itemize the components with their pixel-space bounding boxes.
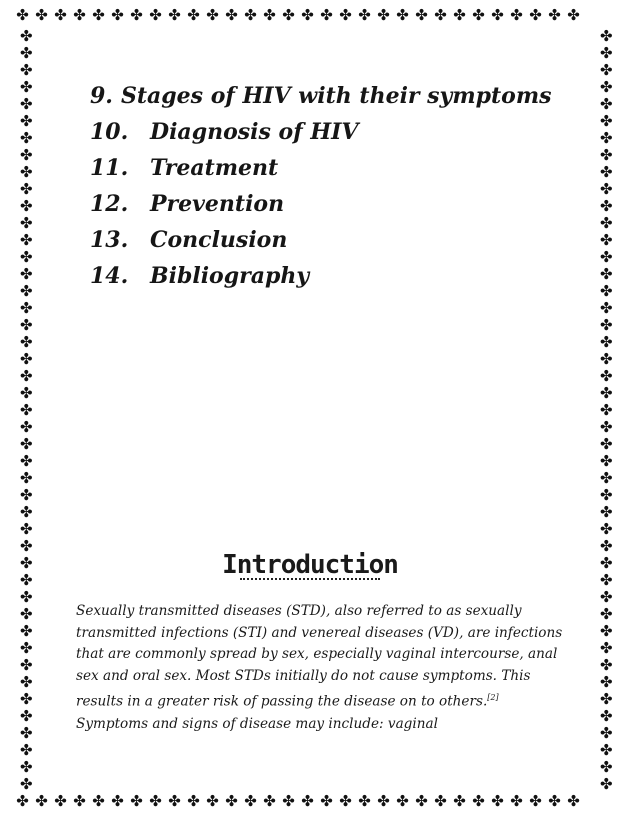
ornamental-border-icon: ✤: [396, 8, 411, 24]
ornamental-border-icon: ✤: [415, 8, 430, 24]
ornamental-border-icon: ✤: [20, 401, 33, 419]
ornamental-border-icon: ✤: [320, 794, 335, 810]
toc-item-number: 11.: [90, 155, 129, 181]
ornamental-border-icon: ✤: [320, 8, 335, 24]
ornamental-border-icon: ✤: [529, 8, 544, 24]
ornamental-border-icon: ✤: [54, 8, 69, 24]
toc-item-number: 9.: [90, 83, 113, 109]
ornamental-border-icon: ✤: [20, 571, 33, 589]
toc-item-number: 14.: [90, 263, 129, 289]
ornamental-border-icon: ✤: [20, 673, 33, 691]
ornamental-border-icon: ✤: [600, 690, 613, 708]
ornamental-border-icon: ✤: [20, 690, 33, 708]
ornamental-border-icon: ✤: [301, 794, 316, 810]
ornamental-border-icon: ✤: [20, 44, 33, 62]
ornamental-border-icon: ✤: [600, 44, 613, 62]
ornamental-border-icon: ✤: [600, 61, 613, 79]
paragraph-text: Sexually transmitted diseases (STD), also referred to as sexually transmitted infections (STI) and venereal diseases (VD), are infections that are commonly spread by sex, especially vaginal intercourse, anal sex and oral sex. Most STDs initially do not cause symptoms. This results in a greater risk of passing the disease on to others.: [76, 603, 563, 710]
ornamental-border-icon: ✤: [225, 794, 240, 810]
ornamental-border-icon: ✤: [600, 401, 613, 419]
introduction-heading: Introduction: [222, 550, 398, 580]
ornamental-border-icon: ✤: [282, 794, 297, 810]
ornamental-border-icon: ✤: [20, 265, 33, 283]
ornamental-border-icon: ✤: [600, 520, 613, 538]
ornamental-border-icon: ✤: [600, 78, 613, 96]
ornamental-border-icon: ✤: [149, 8, 164, 24]
ornamental-border-icon: ✤: [20, 486, 33, 504]
ornamental-border-icon: ✤: [20, 741, 33, 759]
table-of-contents: [90, 78, 570, 294]
toc-item: [90, 78, 570, 114]
ornamental-border-icon: ✤: [600, 741, 613, 759]
ornamental-border-icon: ✤: [600, 554, 613, 572]
toc-item: [90, 186, 570, 222]
ornamental-border-icon: ✤: [20, 197, 33, 215]
ornamental-border-icon: ✤: [600, 486, 613, 504]
ornamental-border-icon: ✤: [20, 520, 33, 538]
ornamental-border-icon: ✤: [20, 180, 33, 198]
ornamental-border-icon: ✤: [491, 8, 506, 24]
ornamental-border-icon: ✤: [35, 794, 50, 810]
ornamental-border-icon: ✤: [510, 794, 525, 810]
ornamental-border-icon: ✤: [20, 639, 33, 657]
ornamental-border-icon: ✤: [600, 95, 613, 113]
ornamental-border-icon: ✤: [20, 537, 33, 555]
ornamental-border-icon: ✤: [600, 350, 613, 368]
ornamental-border-icon: ✤: [20, 588, 33, 606]
ornamental-border-icon: ✤: [434, 794, 449, 810]
ornamental-border-icon: ✤: [600, 435, 613, 453]
ornamental-border-icon: ✤: [20, 214, 33, 232]
toc-item-label: Stages of HIV with their symptoms: [120, 83, 552, 109]
ornamental-border-icon: ✤: [600, 265, 613, 283]
ornamental-border-icon: ✤: [491, 794, 506, 810]
ornamental-border-icon: ✤: [301, 8, 316, 24]
ornamental-border-icon: ✤: [20, 622, 33, 640]
ornamental-border-icon: ✤: [130, 8, 145, 24]
ornamental-border-icon: ✤: [111, 794, 126, 810]
ornamental-border-icon: ✤: [600, 622, 613, 640]
ornamental-border-icon: ✤: [396, 794, 411, 810]
ornamental-border-icon: ✤: [600, 571, 613, 589]
ornamental-border-icon: ✤: [20, 469, 33, 487]
ornamental-border-icon: ✤: [187, 794, 202, 810]
ornamental-border-icon: ✤: [529, 794, 544, 810]
border-left: [20, 28, 40, 794]
ornamental-border-icon: ✤: [187, 8, 202, 24]
section-heading: [200, 550, 420, 580]
ornamental-border-icon: ✤: [20, 452, 33, 470]
ornamental-border-icon: ✤: [73, 8, 88, 24]
ornamental-border-icon: ✤: [244, 794, 259, 810]
ornamental-border-icon: ✤: [600, 231, 613, 249]
ornamental-border-icon: ✤: [600, 146, 613, 164]
ornamental-border-icon: ✤: [20, 78, 33, 96]
ornamental-border-icon: ✤: [92, 8, 107, 24]
ornamental-border-icon: ✤: [453, 8, 468, 24]
toc-item-number: 12.: [90, 191, 129, 217]
ornamental-border-icon: ✤: [20, 231, 33, 249]
ornamental-border-icon: ✤: [20, 605, 33, 623]
ornamental-border-icon: ✤: [20, 775, 33, 793]
ornamental-border-icon: ✤: [73, 794, 88, 810]
ornamental-border-icon: ✤: [600, 333, 613, 351]
toc-item-label: Diagnosis of HIV: [150, 119, 359, 145]
toc-item-label: Treatment: [150, 155, 279, 181]
border-top: [14, 8, 624, 28]
ornamental-border-icon: ✤: [567, 8, 582, 24]
border-right: [600, 28, 620, 794]
paragraph-text-continued: Symptoms and signs of disease may include: vaginal: [76, 715, 438, 732]
ornamental-border-icon: ✤: [600, 316, 613, 334]
ornamental-border-icon: ✤: [20, 554, 33, 572]
ornamental-border-icon: ✤: [20, 656, 33, 674]
ornamental-border-icon: ✤: [54, 794, 69, 810]
ornamental-border-icon: ✤: [600, 112, 613, 130]
ornamental-border-icon: ✤: [548, 8, 563, 24]
ornamental-border-icon: ✤: [20, 333, 33, 351]
ornamental-border-icon: ✤: [600, 299, 613, 317]
ornamental-border-icon: ✤: [600, 588, 613, 606]
ornamental-border-icon: ✤: [600, 537, 613, 555]
ornamental-border-icon: ✤: [20, 129, 33, 147]
ornamental-border-icon: ✤: [225, 8, 240, 24]
toc-item: [90, 114, 570, 150]
ornamental-border-icon: ✤: [92, 794, 107, 810]
ornamental-border-icon: ✤: [20, 248, 33, 266]
ornamental-border-icon: ✤: [600, 724, 613, 742]
ornamental-border-icon: ✤: [20, 316, 33, 334]
toc-item: [90, 150, 570, 186]
ornamental-border-icon: ✤: [20, 146, 33, 164]
ornamental-border-icon: ✤: [168, 794, 183, 810]
ornamental-border-icon: ✤: [20, 435, 33, 453]
citation-ref: [2]: [487, 693, 499, 703]
toc-item-number: 13.: [90, 227, 129, 253]
ornamental-border-icon: ✤: [20, 418, 33, 436]
ornamental-border-icon: ✤: [20, 95, 33, 113]
ornamental-border-icon: ✤: [20, 112, 33, 130]
ornamental-border-icon: ✤: [263, 8, 278, 24]
toc-item: [90, 222, 570, 258]
ornamental-border-icon: ✤: [600, 452, 613, 470]
ornamental-border-icon: ✤: [16, 794, 31, 810]
ornamental-border-icon: ✤: [358, 8, 373, 24]
ornamental-border-icon: ✤: [35, 8, 50, 24]
ornamental-border-icon: ✤: [20, 282, 33, 300]
ornamental-border-icon: ✤: [600, 639, 613, 657]
ornamental-border-icon: ✤: [16, 8, 31, 24]
ornamental-border-icon: ✤: [20, 724, 33, 742]
ornamental-border-icon: ✤: [20, 299, 33, 317]
ornamental-border-icon: ✤: [206, 794, 221, 810]
ornamental-border-icon: ✤: [20, 163, 33, 181]
ornamental-border-icon: ✤: [130, 794, 145, 810]
ornamental-border-icon: ✤: [472, 794, 487, 810]
ornamental-border-icon: ✤: [600, 775, 613, 793]
ornamental-border-icon: ✤: [377, 8, 392, 24]
ornamental-border-icon: ✤: [600, 163, 613, 181]
ornamental-border-icon: ✤: [20, 707, 33, 725]
ornamental-border-icon: ✤: [600, 469, 613, 487]
ornamental-border-icon: ✤: [20, 503, 33, 521]
ornamental-border-icon: ✤: [548, 794, 563, 810]
ornamental-border-icon: ✤: [600, 418, 613, 436]
introduction-paragraph: [76, 601, 566, 735]
ornamental-border-icon: ✤: [168, 8, 183, 24]
ornamental-border-icon: ✤: [600, 503, 613, 521]
ornamental-border-icon: ✤: [600, 605, 613, 623]
ornamental-border-icon: ✤: [206, 8, 221, 24]
toc-item: [90, 258, 570, 294]
ornamental-border-icon: ✤: [567, 794, 582, 810]
toc-item-label: Conclusion: [150, 227, 288, 253]
border-bottom: [14, 794, 624, 814]
ornamental-border-icon: ✤: [358, 794, 373, 810]
ornamental-border-icon: ✤: [339, 8, 354, 24]
ornamental-border-icon: ✤: [20, 384, 33, 402]
ornamental-border-icon: ✤: [20, 758, 33, 776]
ornamental-border-icon: ✤: [415, 794, 430, 810]
ornamental-border-icon: ✤: [600, 180, 613, 198]
ornamental-border-icon: ✤: [377, 794, 392, 810]
ornamental-border-icon: ✤: [600, 673, 613, 691]
toc-item-label: Bibliography: [150, 263, 310, 289]
ornamental-border-icon: ✤: [20, 350, 33, 368]
ornamental-border-icon: ✤: [339, 794, 354, 810]
ornamental-border-icon: ✤: [263, 794, 278, 810]
ornamental-border-icon: ✤: [600, 197, 613, 215]
ornamental-border-icon: ✤: [244, 8, 259, 24]
ornamental-border-icon: ✤: [600, 248, 613, 266]
ornamental-border-icon: ✤: [20, 28, 33, 45]
ornamental-border-icon: ✤: [600, 758, 613, 776]
ornamental-border-icon: ✤: [600, 282, 613, 300]
ornamental-border-icon: ✤: [434, 8, 449, 24]
ornamental-border-icon: ✤: [20, 367, 33, 385]
toc-item-number: 10.: [90, 119, 129, 145]
ornamental-border-icon: ✤: [111, 8, 126, 24]
ornamental-border-icon: ✤: [600, 214, 613, 232]
ornamental-border-icon: ✤: [600, 367, 613, 385]
ornamental-border-icon: ✤: [510, 8, 525, 24]
toc-item-label: Prevention: [150, 191, 285, 217]
ornamental-border-icon: ✤: [600, 656, 613, 674]
ornamental-border-icon: ✤: [282, 8, 297, 24]
ornamental-border-icon: ✤: [472, 8, 487, 24]
ornamental-border-icon: ✤: [600, 28, 613, 45]
ornamental-border-icon: ✤: [20, 61, 33, 79]
ornamental-border-icon: ✤: [600, 707, 613, 725]
ornamental-border-icon: ✤: [453, 794, 468, 810]
ornamental-border-icon: ✤: [600, 384, 613, 402]
ornamental-border-icon: ✤: [600, 129, 613, 147]
ornamental-border-icon: ✤: [149, 794, 164, 810]
